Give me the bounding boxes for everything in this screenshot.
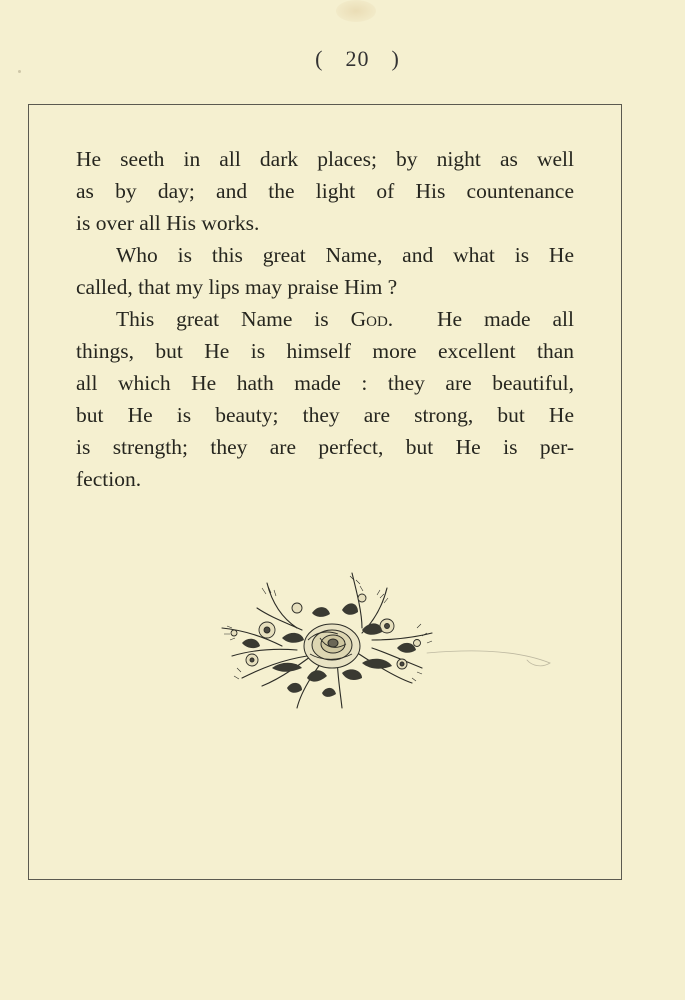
text-fragment: This great Name is [116,307,351,331]
text-line: called, that my lips may praise Him ? [76,275,398,299]
paragraph-2 [76,239,574,303]
page-number-open-paren: ( [315,46,324,71]
text-line: but He is beauty; they are strong, but He [76,403,574,427]
text-line: as by day; and the light of His countenance [76,179,574,203]
floral-vignette-icon [212,568,552,713]
page-number [0,46,685,72]
paragraph-1 [76,143,574,239]
text-line: He seeth in all dark places; by night as well [76,147,574,171]
page-number-value: 20 [345,46,370,71]
page-number-close-paren: ) [391,46,400,71]
text-fragment: He made all [393,307,575,331]
text-line: is over all His works. [76,211,260,235]
text-line: all which He hath made : they are beautiful, [76,371,574,395]
text-line [76,303,574,335]
text-line: things, but He is himself more excellent than [76,339,574,363]
god-smallcaps: God. [350,307,394,331]
text-line: fection. [76,467,142,491]
body-text [76,143,574,495]
paragraph-3 [76,303,574,495]
text-line: is strength; they are perfect, but He is per- [76,435,574,459]
text-line: Who is this great Name, and what is He [116,243,574,267]
paper-stain [336,0,376,22]
